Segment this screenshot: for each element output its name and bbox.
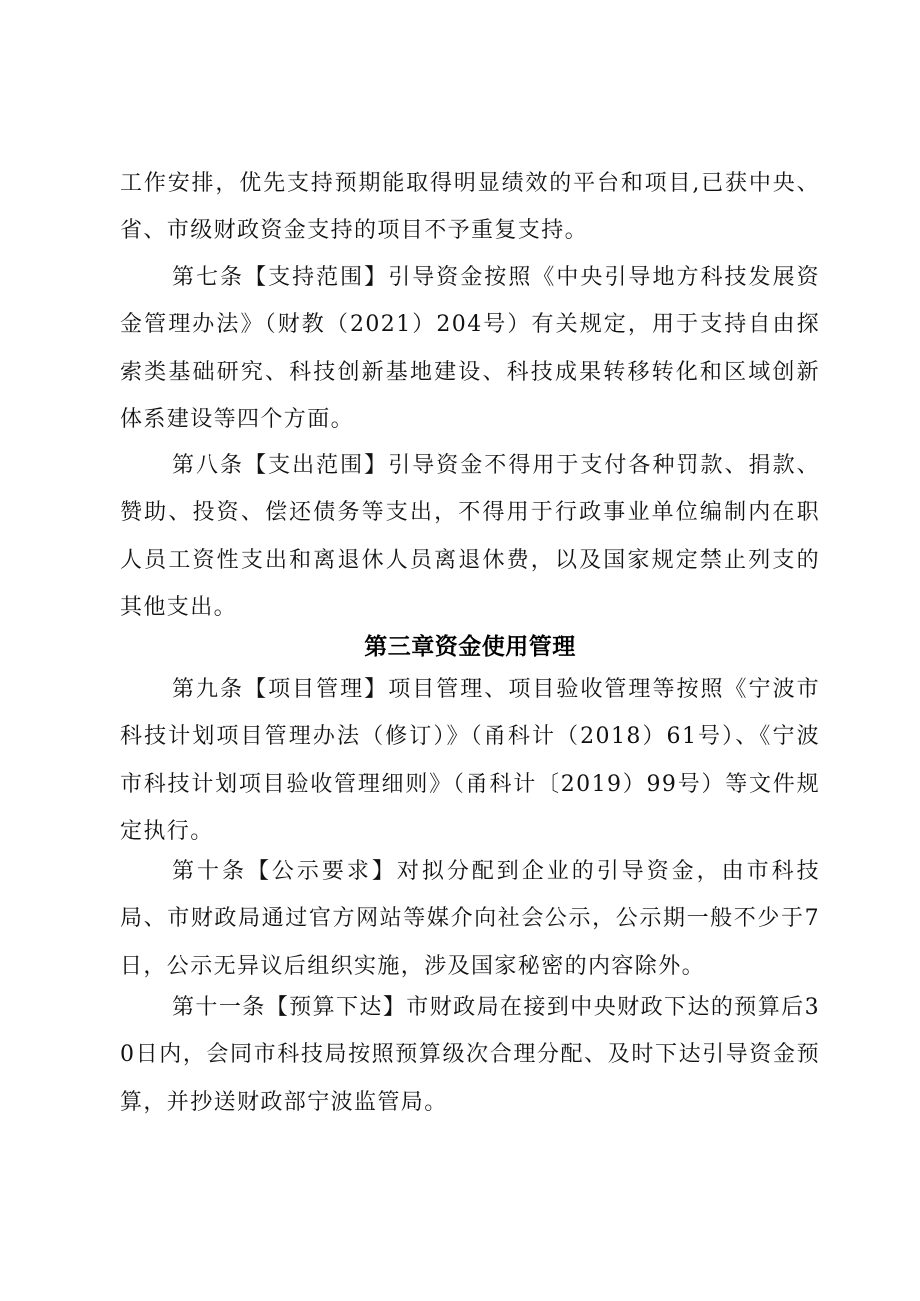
article-9-project-management: 第九条【项目管理】项目管理、项目验收管理等按照《宁波市科技计划项目管理办法（修订）》（甬科计（2018）61号）、《宁波市科技计划项目验收管理细则》（甬科计〔2019）99号）等文件规定执行。 (120, 677, 820, 844)
article-11-budget-issuance: 第十一条【预算下达】市财政局在接到中央财政下达的预算后30日内，会同市科技局按照预算级次合理分配、及时下达引导资金预算，并抄送财政部宁波监管局。 (120, 995, 820, 1115)
article-10-publicity-requirement: 第十条【公示要求】对拟分配到企业的引导资金，由市科技局、市财政局通过官方网站等媒介向社会公示，公示期一般不少于7日，公示无异议后组织实施，涉及国家秘密的内容除外。 (120, 859, 820, 979)
paragraph-continuation: 工作安排，优先支持预期能取得明显绩效的平台和项目,已获中央、省、市级财政资金支持的项目不予重复支持。 (120, 171, 820, 244)
article-8-expenditure-scope: 第八条【支出范围】引导资金不得用于支付各种罚款、捐款、赞助、投资、偿还债务等支出，不得用于行政事业单位编制内在职人员工资性支出和离退休人员离退休费，以及国家规定禁止列支的其他支出。 (120, 453, 820, 620)
article-7-support-scope: 第七条【支持范围】引导资金按照《中央引导地方科技发展资金管理办法》（财教（2021）204号）有关规定，用于支持自由探索类基础研究、科技创新基地建设、科技成果转移转化和区域创新体系建设等四个方面。 (120, 265, 820, 432)
chapter-3-heading: 第三章资金使用管理 (364, 634, 576, 660)
